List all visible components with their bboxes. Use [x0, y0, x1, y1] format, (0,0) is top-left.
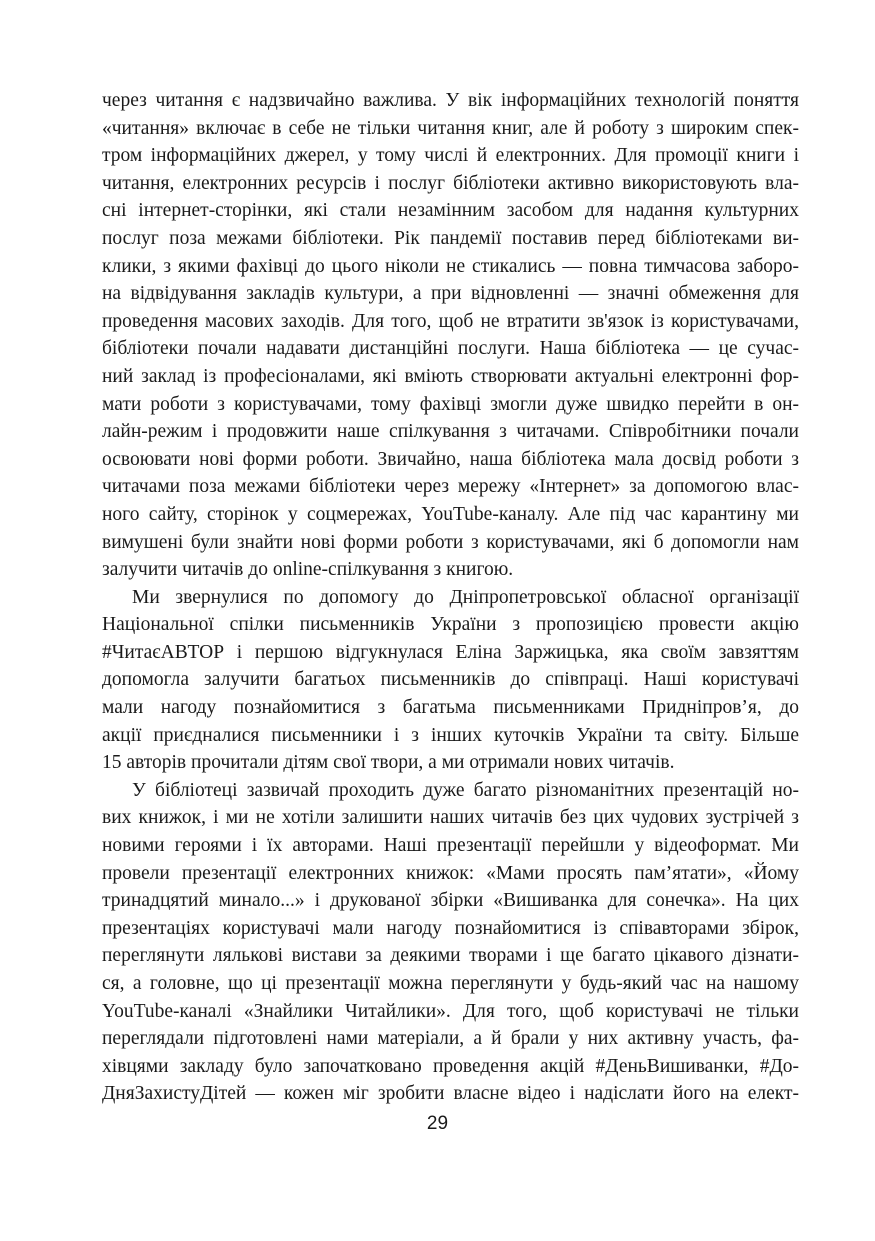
text-line: читання, електронних ресурсів і послуг бібліотеки активно використовують вла-: [102, 172, 799, 194]
paragraph: [102, 87, 799, 584]
body-text: [102, 87, 799, 1108]
text-line: проведення масових заходів. Для того, щоб не втратити зв'язок із користувачами,: [102, 310, 799, 332]
paragraph: [102, 584, 799, 777]
text-line: сні інтернет-сторінки, які стали незамінним засобом для надання культурних: [102, 200, 799, 222]
text-line: тром інформаційних джерел, у тому числі й електронних. Для промоції книги і: [102, 145, 799, 167]
text-line: ний заклад із професіоналами, які вміють створювати актуальні електронні фор-: [102, 365, 799, 387]
text-line: хівцями закладу було започатковано проведення акцій #ДеньВишиванки, #До-: [102, 1055, 799, 1077]
text-line: переглянути лялькові вистави за деякими творами і ще багато цікавого дізнати-: [102, 945, 799, 967]
text-line: новими героями і їх авторами. Наші презентації перейшли у відеоформат. Ми: [102, 835, 799, 857]
text-line: вимушені були знайти нові форми роботи з користувачами, які б допомогли нам: [102, 531, 799, 553]
text-line: Ми звернулися по допомогу до Дніпропетровської обласної організації: [132, 586, 799, 608]
text-line: вих книжок, і ми не хотіли залишити наших читачів без цих чудових зустрічей з: [102, 807, 799, 829]
text-line: #ЧитаєАВТОР і першою відгукнулася Еліна Заржицька, яка своїм завзяттям: [102, 641, 799, 663]
text-line: «читання» включає в себе не тільки читання книг, але й роботу з широким спек-: [102, 117, 799, 139]
text-line: мали нагоду познайомитися з багатьма письменниками Придніпров’я, до: [102, 697, 799, 719]
text-line: тринадцятий минало...» і друкованої збірки «Вишиванка для сонечка». На цих: [102, 890, 799, 912]
text-line: ДняЗахистуДітей — кожен міг зробити власне відео і надіслати його на елект-: [102, 1083, 799, 1105]
text-line: клики, з якими фахівці до цього ніколи не стикались — повна тимчасова заборо-: [102, 255, 799, 277]
text-line: провели презентації електронних книжок: «Мами просять пам’ятати», «Йому: [102, 862, 799, 884]
text-line: бібліотеки почали надавати дистанційні послуги. Наша бібліотека — це сучас-: [102, 338, 799, 360]
paragraph: [102, 777, 799, 1108]
text-line: через читання є надзвичайно важлива. У вік інформаційних технологій поняття: [102, 90, 799, 111]
text-line: освоювати нові форми роботи. Звичайно, наша бібліотека мала досвід роботи з: [102, 448, 799, 470]
text-line: мати роботи з користувачами, тому фахівці змогли дуже швидко перейти в он-: [102, 393, 799, 415]
text-line: презентаціях користувачі мали нагоду познайомитися із співавторами збірок,: [102, 917, 799, 939]
text-line: на відвідування закладів культури, а при відновленні — значні обмеження для: [102, 283, 799, 305]
text-line: Національної спілки письменників України з пропозицією провести акцію: [102, 614, 799, 636]
text-line: лайн-режим і продовжити наше спілкування з читачами. Співробітники почали: [102, 421, 799, 443]
text-line: ного сайту, сторінок у соцмережах, YouTube-каналу. Але під час карантину ми: [102, 503, 799, 525]
text-line: 15 авторів прочитали дітям свої твори, а ми отримали нових читачів.: [102, 752, 675, 774]
text-line: акції приєдналися письменники і з інших куточків України та світу. Більше: [102, 724, 799, 746]
text-line: YouTube-каналі «Знайлики Читайлики». Для того, щоб користувачі не тільки: [102, 1000, 799, 1022]
page-number: 29: [426, 1113, 449, 1134]
text-line: послуг поза межами бібліотеки. Рік пандемії поставив перед бібліотеками ви-: [102, 227, 799, 249]
text-line: У бібліотеці зазвичай проходить дуже багато різноманітних презентацій но-: [132, 779, 799, 801]
text-line: допомогла залучити багатьох письменників до співпраці. Наші користувачі: [102, 669, 799, 691]
text-line: ся, а головне, що ці презентації можна переглянути у будь-який час на нашому: [102, 973, 799, 994]
text-line: залучити читачів до online-спілкування з книгою.: [102, 559, 514, 581]
text-line: переглядали підготовлені нами матеріали, а й брали у них активну участь, фа-: [102, 1028, 799, 1050]
text-line: читачами поза межами бібліотеки через мережу «Інтернет» за допомогою влас-: [102, 476, 799, 498]
